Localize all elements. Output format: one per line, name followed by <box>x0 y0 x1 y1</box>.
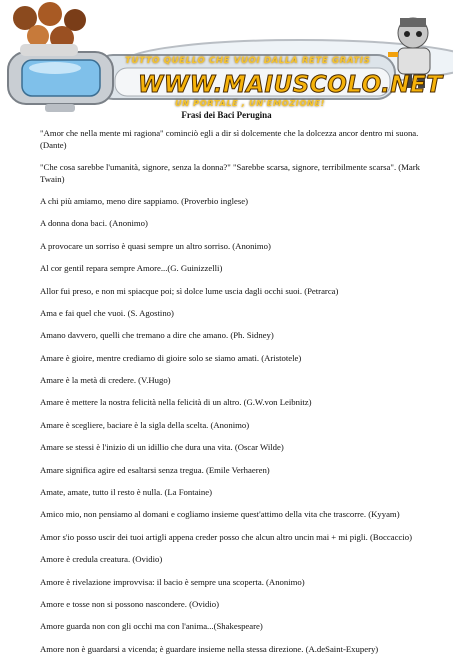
quote-item: "Amor che nella mente mi ragiona" cominciò egli a dir sì dolcemente che la dolcezza ancor dentro mi suona. (Dante) <box>40 128 419 150</box>
site-slogan: UN PORTALE , UN'EMOZIONE! <box>175 98 325 108</box>
quote-item: Amore e tosse non si possono nascondere. (Ovidio) <box>40 599 220 609</box>
quote-item: Amare è mettere la nostra felicità nella felicità di un altro. (G.W.von Leibnitz) <box>40 397 312 408</box>
quote-item: Amare è scegliere, baciare è la sigla della scelta. (Anonimo) <box>40 419 250 430</box>
quote-item: Amare se stessi è l'inizio di un idillio che dura una vita. (Oscar Wilde) <box>40 442 284 453</box>
person-avatar-icon <box>13 2 86 56</box>
quote-item: Amare è la metà di credere. (V.Hugo) <box>40 375 171 386</box>
site-logo-text[interactable]: WWW.MAIUSCOLO.NET <box>138 72 443 98</box>
quote-item: A donna dona baci. (Anonimo) <box>40 218 148 229</box>
quote-item: Amore guarda non con gli occhi ma con l'anima...(Shakespeare) <box>40 621 263 632</box>
quote-item: Amor s'io posso uscir dei tuoi artigli appena creder posso che alcun altro uncin mai + mi pigli. (Boccaccio) <box>40 531 412 542</box>
quote-item: Ama e fai quel che vuoi. (S. Agostino) <box>40 307 174 318</box>
quote-item: Allor fui preso, e non mi spiacque poi; sì dolce lume uscia dagli occhi suoi. (Petrarca) <box>40 285 339 296</box>
quote-item: Amare è gioire, mentre crediamo di gioire solo se siamo amati. (Aristotele) <box>40 352 302 363</box>
quote-item: Amate, amate, tutto il resto è nulla. (La Fontaine) <box>40 487 213 498</box>
quote-item: Amico mio, non pensiamo al domani e cogliamo insieme quest'attimo della vita che trascorre. (Kyyam) <box>40 509 400 520</box>
quote-item: Amano davvero, quelli che tremano a dire che amano. (Ph. Sidney) <box>40 330 274 341</box>
computer-monitor-icon <box>8 52 113 112</box>
quote-item: A provocare un sorriso è quasi sempre un altro sorriso. (Anonimo) <box>40 240 271 251</box>
quote-item: Amore non è guardarsi a vicenda; è guardare insieme nella stessa direzione. (A.deSaint-Exupery) <box>40 643 379 654</box>
quote-item: A chi più amiamo, meno dire sappiamo. (Proverbio inglese) <box>40 195 248 206</box>
quote-item: Amore è credula creatura. (Ovidio) <box>40 554 163 565</box>
quote-list <box>40 128 440 666</box>
site-banner[interactable] <box>0 0 453 118</box>
quote-item: Amare significa agire ed esaltarsi senza tregua. (Emile Verhaeren) <box>40 464 270 475</box>
page-title: Frasi dei Baci Perugina <box>181 110 272 120</box>
site-tagline: TUTTO QUELLO CHE VUOI DALLA RETE GRATIS <box>125 56 371 66</box>
quote-item: Amore è rivelazione improvvisa: il bacio è sempre una scoperta. (Anonimo) <box>40 576 305 587</box>
quote-item: Al cor gentil repara sempre Amore...(G. Guinizzelli) <box>40 263 223 274</box>
quote-item: "Che cosa sarebbe l'umanità, signore, senza la donna?" "Sarebbe scarsa, signore, terribilmente scarsa". (Mark Twain) <box>40 161 421 184</box>
